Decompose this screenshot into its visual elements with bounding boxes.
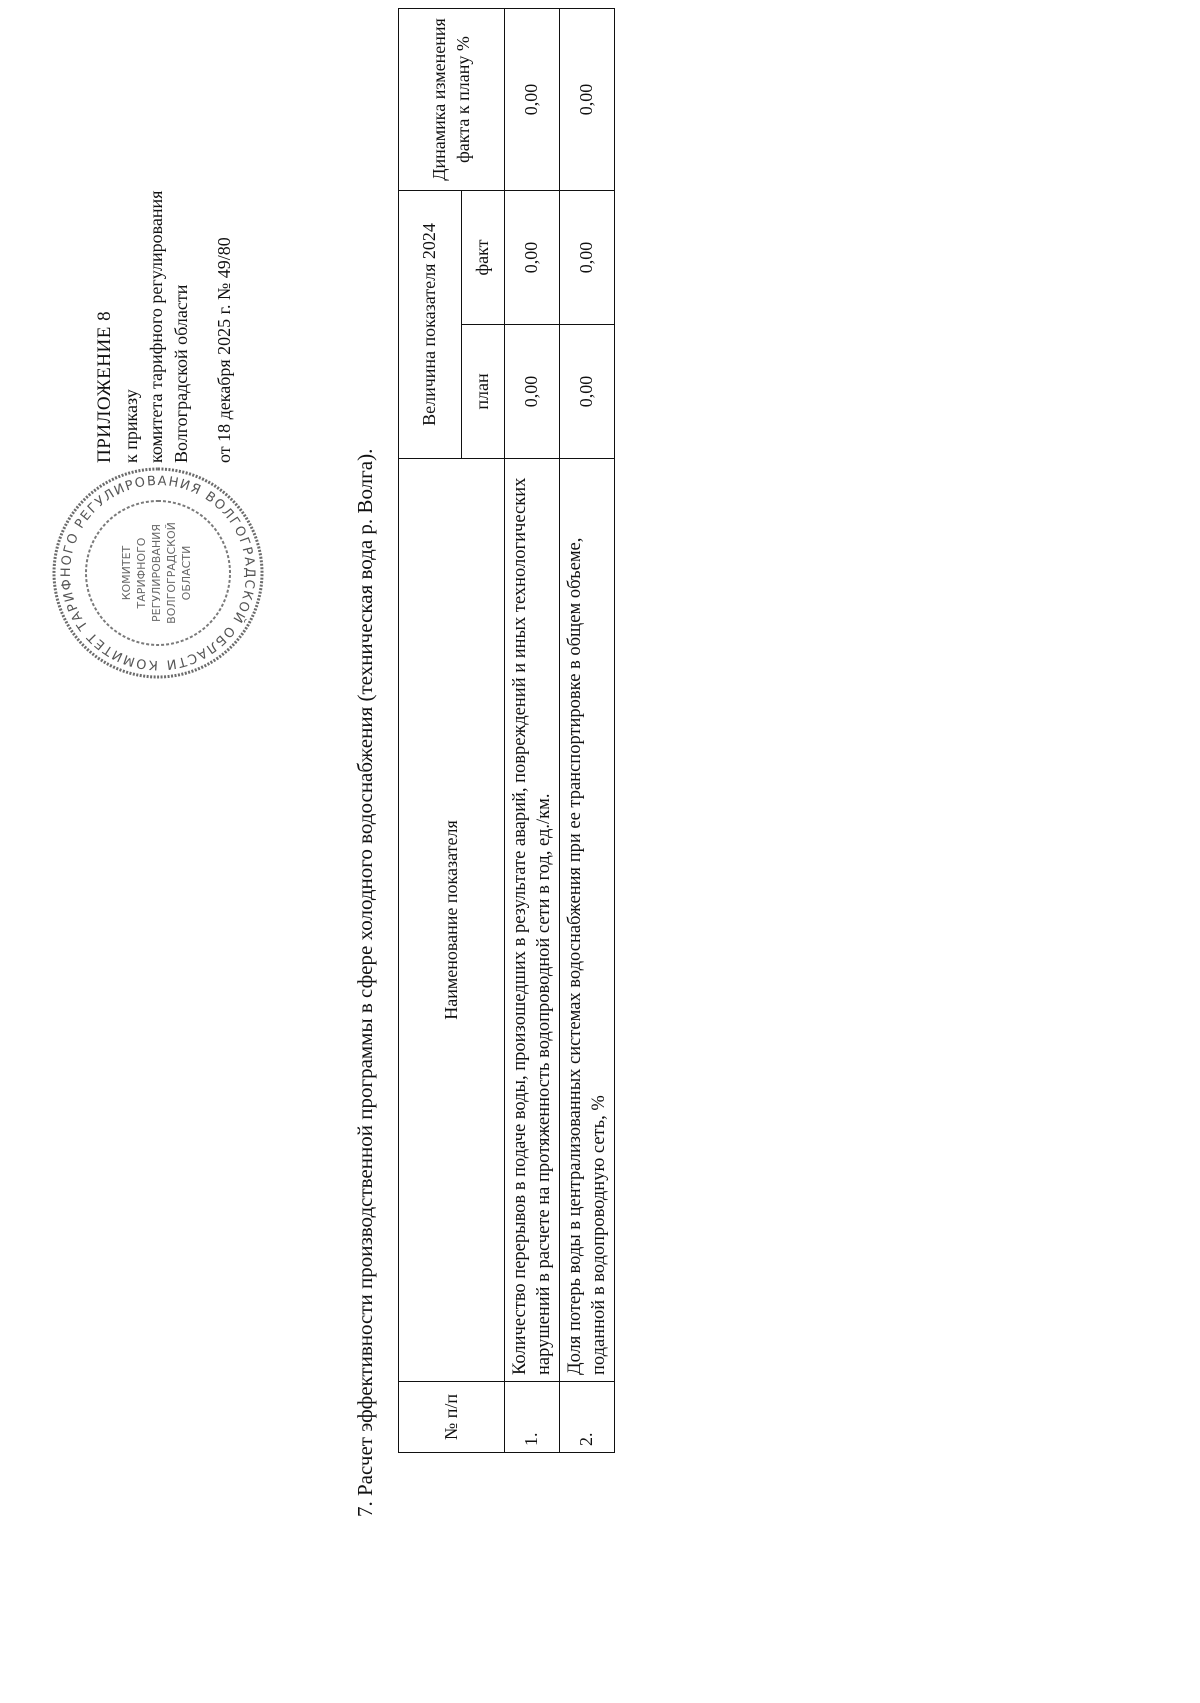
- indicators-table-wrap: [398, 8, 615, 1453]
- seal-center-line-5: ОБЛАСТИ: [180, 545, 193, 601]
- seal-center-line-3: РЕГУЛИРОВАНИЯ: [150, 523, 163, 623]
- section-title: 7. Расчет эффективности производственной программы в сфере холодного водоснабжения (техническая вода р. Волга).: [353, 448, 377, 1517]
- header-fact: факт: [462, 191, 505, 325]
- table-row: [560, 9, 615, 1453]
- row-fact-value: 0,00: [560, 191, 615, 325]
- seal-ring-text: КОМИТЕТ ТАРИФНОГО РЕГУЛИРОВАНИЯ ВОЛГОГРАДСКОЙ ОБЛАСТИ: [58, 473, 258, 673]
- header-dynamics: Динамика изменения факта к плану %: [399, 9, 505, 191]
- header-num: № п/п: [399, 1382, 505, 1453]
- seal-center-line-2: ТАРИФНОГО: [135, 537, 148, 609]
- row-plan-value: 0,00: [505, 325, 560, 459]
- row-dynamics-value: 0,00: [505, 9, 560, 191]
- row-plan-value: 0,00: [560, 325, 615, 459]
- table-row: [505, 9, 560, 1453]
- indicators-table: [398, 8, 615, 1453]
- row-indicator-name: Количество перерывов в подаче воды, произошедших в результате аварий, повреждений и иных технологических нарушений в расчете на протяженность водопроводной сети в год, ед./км.: [505, 459, 560, 1382]
- official-seal-stamp: [48, 463, 268, 683]
- row-num: 1.: [505, 1382, 560, 1453]
- seal-center-line-4: ВОЛГОГРАДСКОЙ: [165, 522, 178, 624]
- order-reference: к приказу: [120, 389, 141, 463]
- appendix-header: [92, 83, 237, 463]
- header-plan: план: [462, 325, 505, 459]
- header-name: Наименование показателя: [399, 459, 505, 1382]
- row-num: 2.: [560, 1382, 615, 1453]
- appendix-title: ПРИЛОЖЕНИЕ 8: [94, 310, 115, 463]
- header-value-group: Величина показателя 2024: [399, 191, 462, 459]
- row-fact-value: 0,00: [505, 191, 560, 325]
- row-dynamics-value: 0,00: [560, 9, 615, 191]
- committee-name-line-2: Волгоградской области: [170, 284, 191, 463]
- order-date-number: от 18 декабря 2025 г. № 49/80: [214, 237, 235, 463]
- row-indicator-name: Доля потерь воды в централизованных системах водоснабжения при ее транспортировке в общем объеме, поданной в водопроводную сеть, %: [560, 459, 615, 1382]
- seal-center-line-1: КОМИТЕТ: [120, 545, 133, 601]
- committee-name-line-1: комитета тарифного регулирования: [145, 190, 166, 463]
